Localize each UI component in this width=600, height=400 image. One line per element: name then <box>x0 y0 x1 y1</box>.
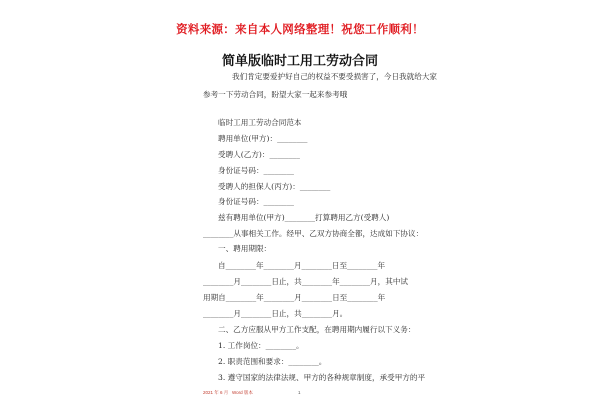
guarantor-field-line: 受聘人的担保人(丙方)：________ <box>218 182 331 191</box>
employer-field-line: 聘用单位(甲方)：________ <box>218 134 308 143</box>
body-line: ________月________日止，共________月。 <box>203 309 348 318</box>
intro-line: 参考一下劳动合同，盼望大家一起来参考哦 <box>203 90 348 99</box>
id-number-field-line: 身份证号码：________ <box>218 197 294 206</box>
employee-field-line: 受聘人(乙方)：________ <box>218 150 300 159</box>
intro-line: 我们肯定要爱护好自己的权益不要受损害了，今日我就给大家 <box>232 72 438 81</box>
id-number-field-line: 身份证号码：________ <box>218 166 294 175</box>
body-line: 兹有聘用单位(甲方)________打算聘用乙方(受聘人) <box>218 213 390 222</box>
page-number: 1 <box>298 390 301 395</box>
body-line: 自________年________月________日至________年 <box>218 261 386 270</box>
source-banner: 资料来源：来自本人网络整理！祝您工作顺利！ <box>176 22 424 36</box>
body-line: ________从事相关工作。经甲、乙双方协商全都，达成如下协议： <box>203 229 424 238</box>
body-line: 用期自________年________月________日至________年 <box>203 293 386 302</box>
body-line: ________月________日止，共________年________月，其中试 <box>203 277 409 286</box>
document-title: 简单版临时工用工劳动合同 <box>221 54 378 69</box>
list-item: 1. 工作岗位：________。 <box>218 341 304 350</box>
list-item: 3. 遵守国家的法律法规、甲方的各种规章制度，承受甲方的平 <box>218 373 426 382</box>
footer-date: 2021 年 6 月 <box>203 390 229 395</box>
list-item: 2. 职责范围和要求：________。 <box>218 357 327 366</box>
section-heading: 一、聘用期限： <box>218 244 272 253</box>
section-heading: 二、乙方应服从甲方工作支配，在聘用期内履行以下义务： <box>218 325 416 334</box>
contract-sample-heading: 临时工用工劳动合同范本 <box>218 118 302 127</box>
footer-app-label: Word 版本 <box>232 390 253 395</box>
